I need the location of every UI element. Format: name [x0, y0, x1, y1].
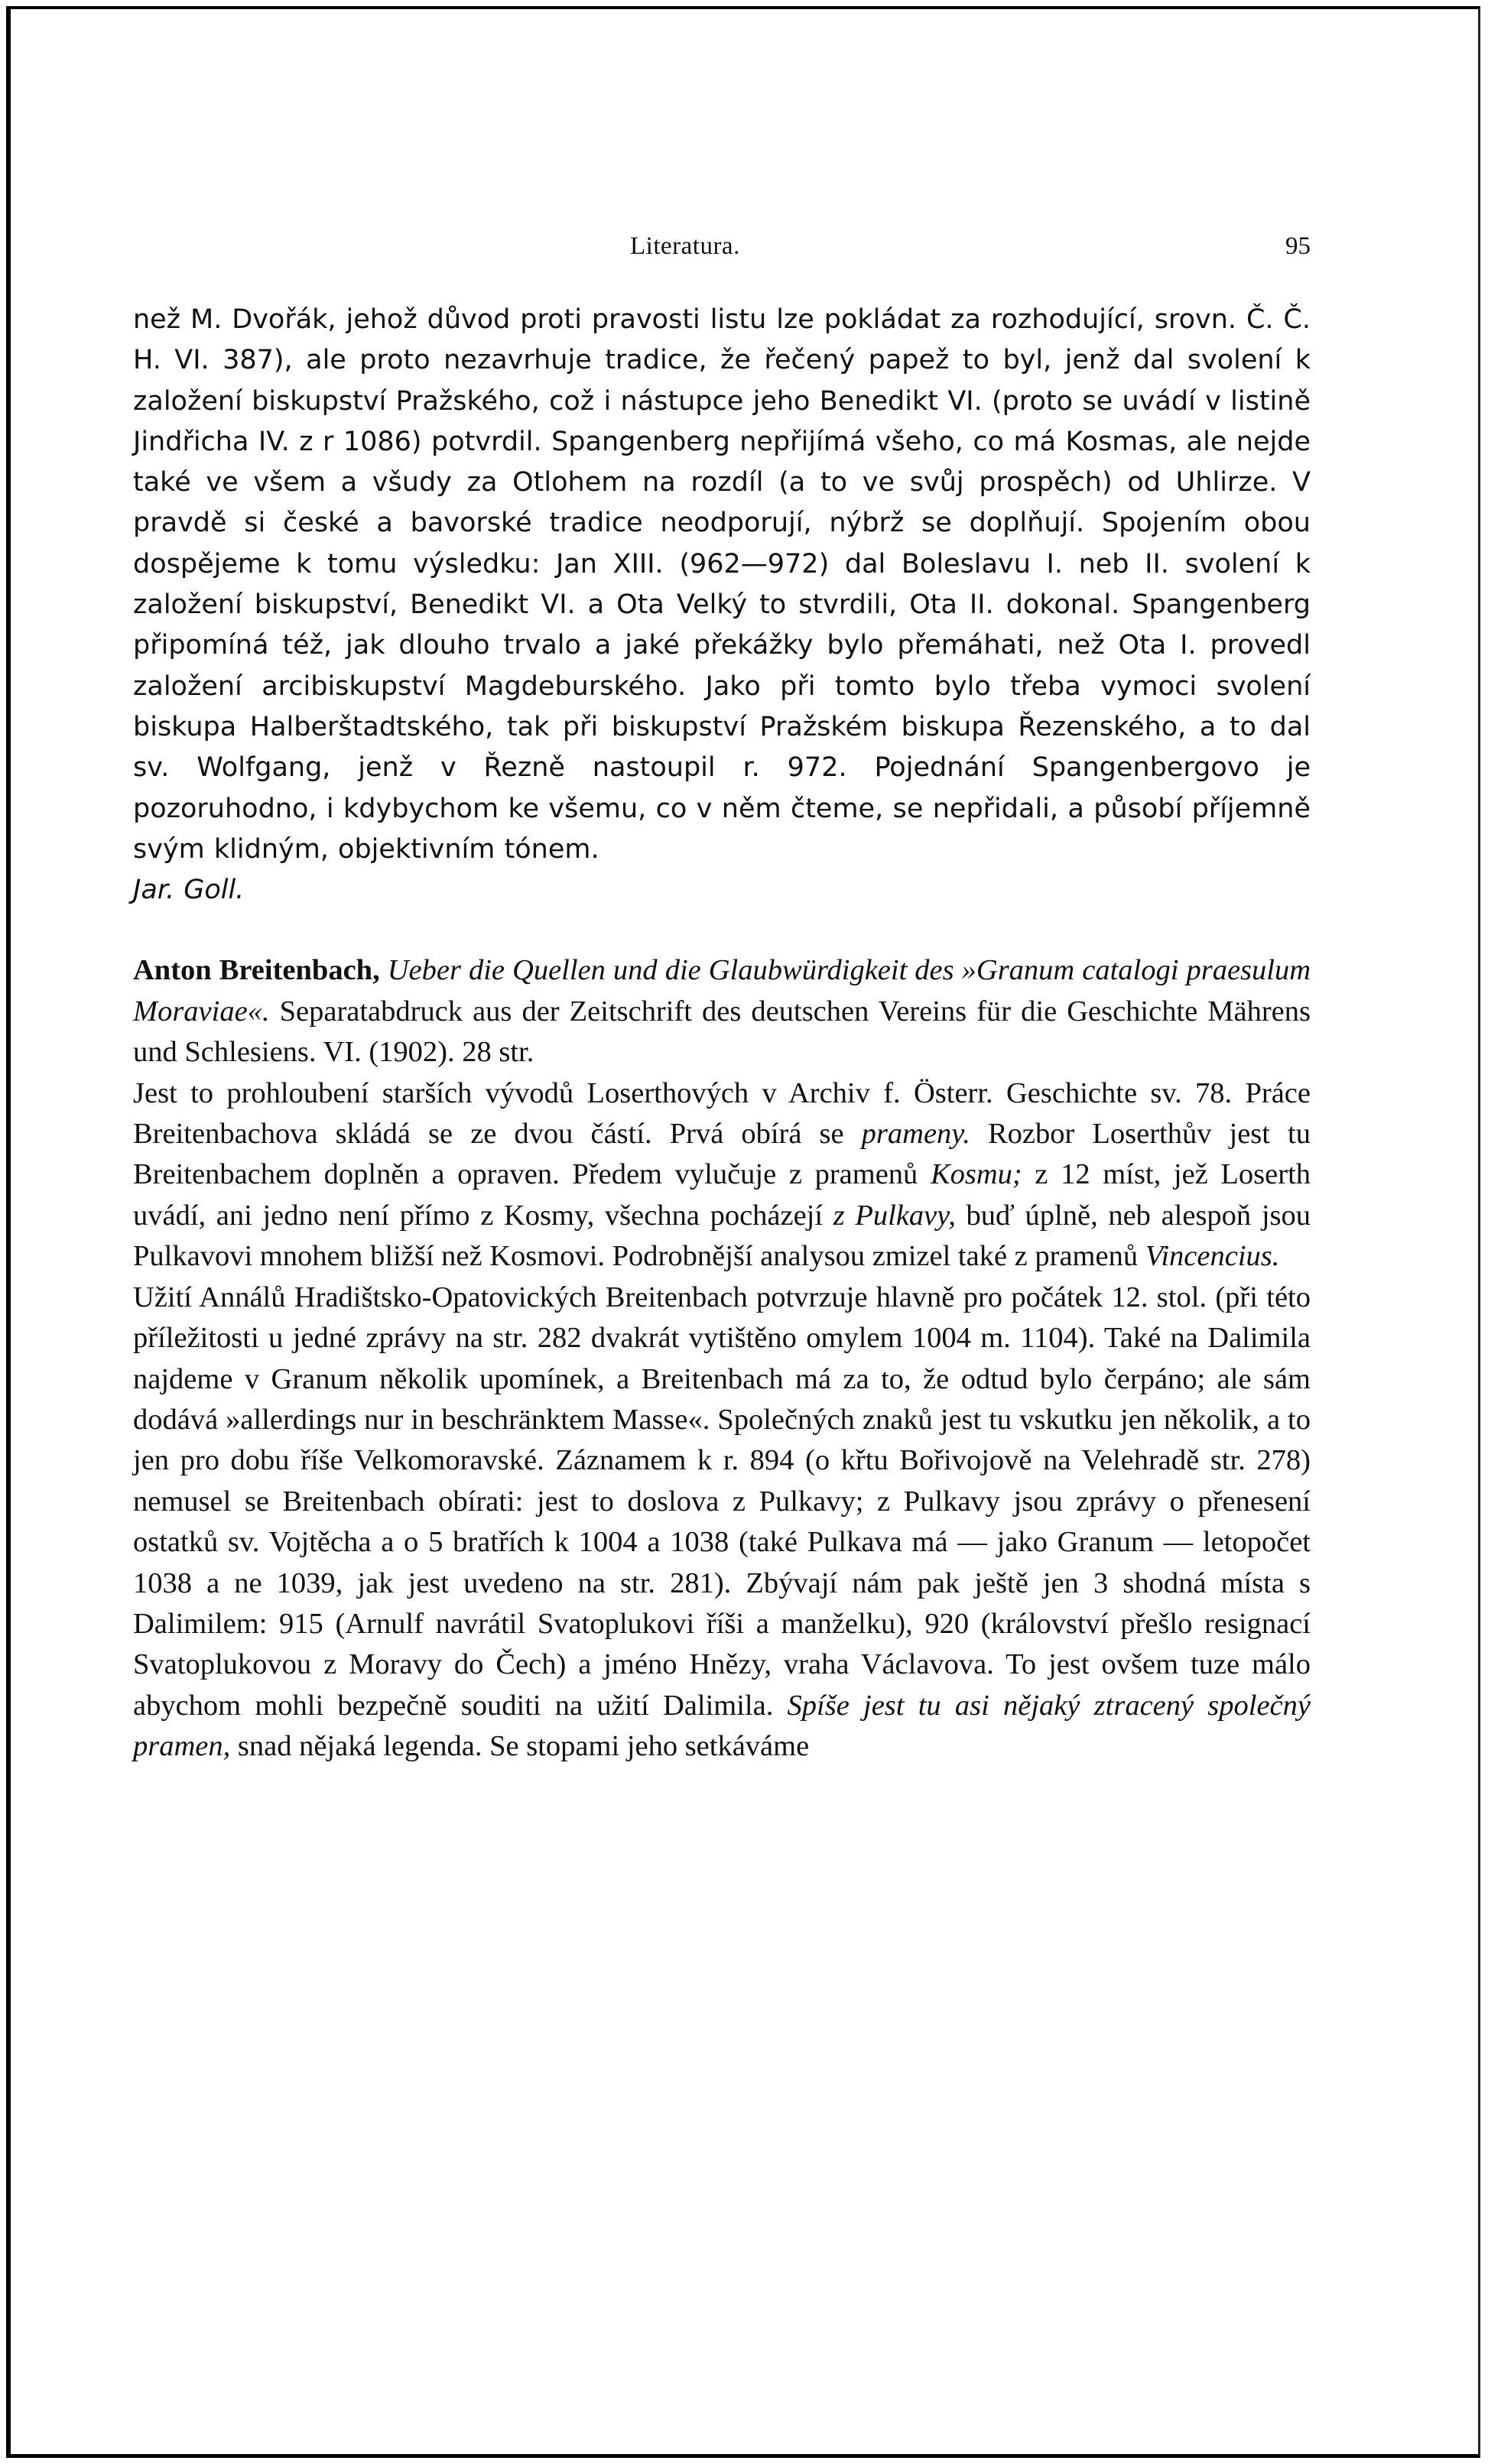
text-run: z 12 míst, jež Loserth uvádí, ani jedno není přímo z Kosmy, všechna pocházejí — [133, 1158, 1311, 1232]
text-run: Jest to prohloubení starších vývodů Loserthových v Archiv f. Österr. Geschichte sv. 78. Práce Breitenbachova skládá se ze dvou částí. Prvá obírá se — [133, 1076, 1311, 1151]
reviewer-signature: Jar. Goll. — [133, 875, 245, 906]
section-gap — [133, 911, 1311, 950]
review-spangenberg — [133, 300, 1311, 911]
text-run: buď úplně, neb alespoň jsou Pulkavovi mnohem bližší než Kosmovi. Podrobnější analysou zmizel také z pramenů — [133, 1199, 1311, 1273]
review-breitenbach — [133, 950, 1311, 1767]
text-run: Užití Annálů Hradištsko-Opatovických Breitenbach potvrzuje hlavně pro počátek 12. stol. (při této příležitosti u jedné zprávy na str. 282 dvakrát vytištěno omylem 1004 m. 1104). Také na Dalimila najdeme v Granum několik upomínek, a Breitenbach má za to, že odtud bylo čerpáno; ale sám dodává »allerdings nur in beschränktem Masse«. Společných znaků jest tu vskutku jen několik, a to jen pro dobu říše Velkomoravské. Záznamem k r. 894 (o křtu Bořivojově na Velehradě str. 278) nemusel se Breitenbach obírati: jest to doslova z Pulkavy; z Pulkavy jsou zprávy o přenesení ostatků sv. Vojtěcha a o 5 bratřích k 1004 a 1038 (také Pulkava má — jako Granum — letopočet 1038 a ne 1039, jak jest uvedeno na str. 281). Zbývají nám pak ještě jen 3 shodná místa s Dalimilem: 915 (Arnulf navrátil Svatoplukovi říši a manželku), 920 (království přešlo resignací Svatoplukovou z Moravy do Čech) a jméno Hnězy, vraha Václavova. To jest ovšem tuze málo abychom mohli bezpečně souditi na užití Dalimila. — [133, 1281, 1311, 1722]
page-content — [133, 300, 1311, 1768]
book-author: Anton Breitenbach, — [133, 954, 380, 987]
page-header — [133, 232, 1311, 271]
book-page — [6, 6, 1480, 2458]
review-body: než M. Dvořák, jehož důvod proti pravosti listu lze pokládat za rozhodující, srovn. Č. Č. H. VI. 387), ale proto nezavrhuje tradice, že řečený papež to byl, jenž dal svolení k založení biskupství Pražského, což i nástupce jeho Benedikt VI. (proto se uvádí v listině Jindřicha IV. z r 1086) potvrdil. Spangenberg nepřijímá všeho, co má Kosmas, ale nejde také ve všem a všudy za Otlohem na rozdíl (a to ve svůj prospěch) od Uhlirze. V pravdě si české a bavorské tradice neodporují, nýbrž se doplňují. Spojením obou dospějeme k tomu výsledku: Jan XIII. (962—972) dal Boleslavu I. neb II. svolení k založení biskupství, Benedikt VI. a Ota Velký to stvrdili, Ota II. dokonal. Spangenberg připomíná též, jak dlouho trvalo a jaké překážky bylo přemáhati, než Ota I. provedl založení arcibiskupství Magdeburského. Jako při tomto bylo třeba vymoci svolení biskupa Halberštadtského, tak při biskupství Pražském biskupa Řezenského, a to dal sv. Wolfgang, jenž v Řezně nastoupil r. 972. Pojednání Spangenbergovo je pozoruhodno, i kdybychom ke všemu, co v něm čteme, se nepřidali, a působí příjemně svým klidným, objektivním tónem. — [133, 304, 1311, 865]
emphasis: prameny. — [861, 1118, 970, 1151]
page-number: 95 — [1285, 232, 1311, 260]
emphasis: Kosmu; — [930, 1158, 1022, 1191]
emphasis: Vincencius. — [1145, 1240, 1280, 1273]
text-run: Rozbor Loserthův jest tu Breitenbachem doplněn a opraven. Předem vylučuje z pramenů — [133, 1118, 1311, 1191]
text-run: snad nějaká legenda. Se stopami jeho setkáváme — [237, 1730, 810, 1763]
review-paragraph-1 — [133, 1073, 1311, 1277]
emphasis: Spíše jest tu asi nějaký ztracený společný pramen, — [133, 1689, 1311, 1763]
bibliographic-entry — [133, 950, 1311, 1073]
book-title: Ueber die Quellen und die Glaubwürdigkeit des »Granum catalogi praesulum Moraviae«. — [133, 954, 1311, 1027]
bibliographic-details: Separatabdruck aus der Zeitschrift des deutschen Vereins für die Geschichte Mährens und Schlesiens. VI. (1902). 28 str. — [133, 995, 1311, 1069]
emphasis: z Pulkavy, — [833, 1199, 956, 1232]
running-title: Literatura. — [630, 232, 740, 260]
review-paragraph-2 — [133, 1277, 1311, 1768]
